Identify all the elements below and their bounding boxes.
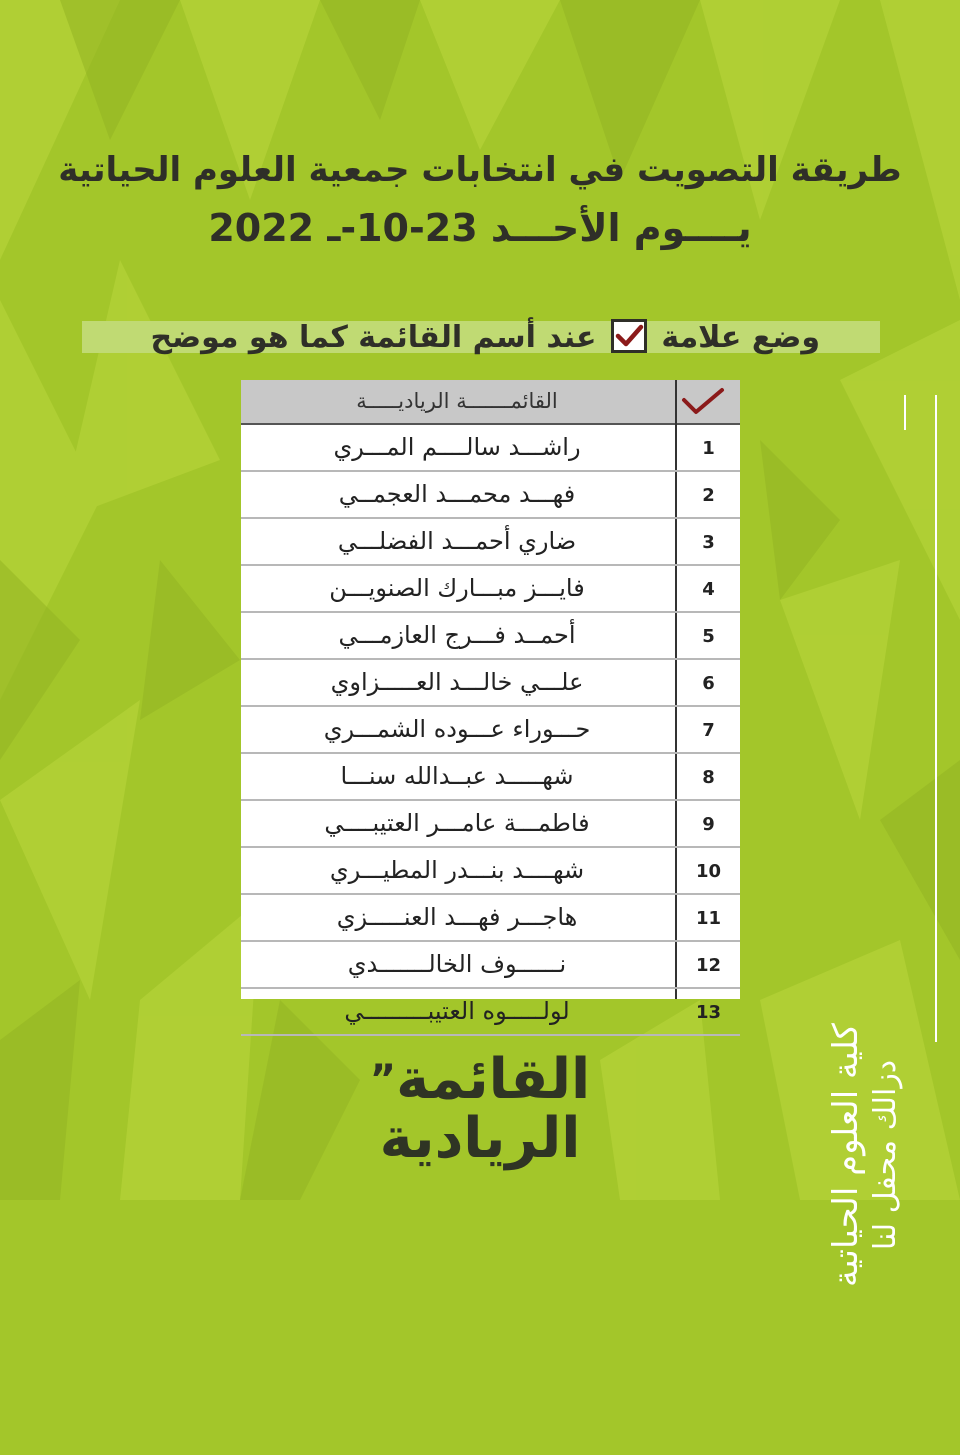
table-row — [241, 613, 740, 660]
candidate-name: هاجـــر فهـــد العنـــــزي — [336, 903, 578, 931]
candidate-name: فاطمـــة عامـــر العتيبــــي — [324, 809, 590, 837]
table-row — [241, 754, 740, 801]
ballot-header — [241, 380, 740, 425]
election-date: يــــوم الأحـــد 23-10-ـ 2022 — [208, 206, 752, 250]
candidate-number: 11 — [695, 908, 722, 929]
table-row — [241, 472, 740, 519]
table-row — [241, 942, 740, 989]
candidate-name: نــــــوف الخالـــــــدي — [347, 950, 567, 978]
logo-line2: الريادية — [379, 1106, 581, 1171]
candidate-list — [241, 425, 740, 1036]
candidate-name: شهـــــد عبــدالله سنـــا — [340, 762, 574, 790]
candidate-name: حـــوراء عـــوده الشمـــري — [323, 715, 591, 743]
checkmark-icon — [615, 323, 643, 349]
table-row — [241, 425, 740, 472]
candidate-name: شهــــد بنـــدر المطيـــري — [329, 856, 585, 884]
candidate-number: 7 — [702, 720, 715, 741]
page-title: طريقة التصويت في انتخابات جمعية العلوم الحياتية — [58, 150, 902, 190]
candidate-name: أحمــد فـــرج العازمـــي — [338, 621, 576, 649]
table-row — [241, 895, 740, 942]
candidate-number: 3 — [702, 532, 715, 553]
side-rule-left — [904, 395, 906, 430]
candidate-number: 8 — [702, 767, 715, 788]
table-row — [241, 566, 740, 613]
candidate-name: ضاري أحمـــد الفضلـــي — [337, 527, 577, 555]
side-caption — [826, 855, 906, 1287]
instruction-text — [100, 318, 820, 358]
candidate-name: علـــي خالـــد العـــــزاوي — [330, 668, 584, 696]
table-row — [241, 801, 740, 848]
candidate-number: 12 — [695, 955, 722, 976]
logo-line1-text: القائمة — [396, 1047, 591, 1112]
instruction-part1: وضع علامة — [661, 320, 820, 355]
candidate-number: 13 — [695, 1002, 722, 1023]
logo-line1 — [330, 1047, 630, 1112]
side-caption-line2: دزالك محفل لنا — [868, 1059, 903, 1251]
logo — [330, 1047, 630, 1171]
candidate-number: 6 — [702, 673, 715, 694]
sample-ballot — [241, 380, 740, 1025]
instruction-part2: عند أسم القائمة كما هو موضح — [150, 320, 597, 355]
candidate-number: 10 — [695, 861, 722, 882]
candidate-number: 4 — [702, 579, 715, 600]
candidate-name: فايـــز مبـــارك الصنويـــن — [329, 574, 585, 602]
side-rule-right — [935, 395, 937, 1042]
candidate-name: فهـــد محمـــد العجمــي — [338, 480, 576, 508]
candidate-number: 9 — [702, 814, 715, 835]
candidate-number: 1 — [702, 438, 715, 459]
candidate-name: راشـــد سالــــم المـــري — [333, 433, 581, 461]
checkmark-box — [611, 319, 647, 353]
candidate-name: لولـــــوه العتيبـــــــــي — [344, 997, 570, 1025]
table-row — [241, 848, 740, 895]
checkmark-icon — [680, 386, 726, 418]
side-caption-line1: كلية العلوم الحياتية — [826, 1023, 866, 1287]
list-name: القائمـــــــة الرياديـــــة — [356, 389, 558, 413]
quote-icon: ” — [369, 1057, 397, 1103]
candidate-number: 2 — [702, 485, 715, 506]
candidate-number: 5 — [702, 626, 715, 647]
table-row — [241, 519, 740, 566]
table-row — [241, 660, 740, 707]
table-row — [241, 989, 740, 1036]
table-row — [241, 707, 740, 754]
